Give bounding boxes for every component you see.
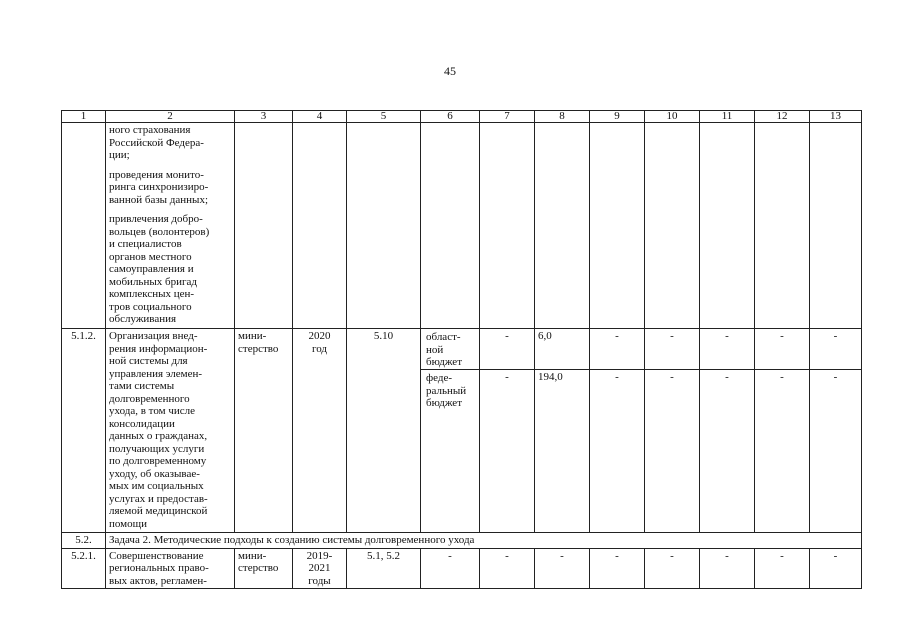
executor-text: мини- стерство xyxy=(238,549,279,574)
amount-cell: - xyxy=(590,548,645,589)
amount-cell: - xyxy=(590,329,645,370)
activity-paragraph: проведения монито- ринга синхронизиро- ванной базы данных; xyxy=(109,168,209,206)
table-cell xyxy=(62,123,106,329)
section-row-5-2 xyxy=(62,533,862,549)
amount-cell: - xyxy=(590,370,645,533)
amount-cell: - xyxy=(700,329,755,370)
column-number: 10 xyxy=(645,111,700,123)
activity-name xyxy=(106,329,235,533)
executor xyxy=(235,329,293,533)
activity-name-text: Организация внед- рения информацион- ной системы для управления элемен- тами системы долговременного ухода, в том числе консолидации данных о гражданах, получающих услуги по долговременному уходу, об оказывае- мых им социальных услугах и предостав- ляемой медицинской помощи xyxy=(109,330,208,530)
column-number-row xyxy=(62,111,862,123)
activity-name xyxy=(106,548,235,589)
amount-cell: - xyxy=(480,548,535,589)
table-cell xyxy=(755,123,810,329)
period-text: 2019- 2021 годы xyxy=(306,549,333,587)
funding-source xyxy=(421,329,480,370)
table-cell xyxy=(700,123,755,329)
executor xyxy=(235,548,293,589)
column-number: 1 xyxy=(62,111,106,123)
table-cell xyxy=(480,123,535,329)
activity-paragraph: ного страхования Российской Федера- ции; xyxy=(109,124,204,161)
amount-cell: - xyxy=(810,329,862,370)
funding-source-text: област- ной бюджет xyxy=(426,331,462,368)
column-number: 7 xyxy=(480,111,535,123)
column-number: 5 xyxy=(347,111,421,123)
amount-cell: - xyxy=(810,548,862,589)
table-cell xyxy=(235,123,293,329)
funding-source: - xyxy=(421,548,480,589)
executor-text: мини- стерство xyxy=(238,330,279,355)
activity-name-text: Совершенствование региональных право- вых актов, регламен- xyxy=(109,549,209,587)
table-row-5-2-1 xyxy=(62,548,862,589)
amount-cell: - xyxy=(755,370,810,533)
program-table xyxy=(61,110,862,589)
indicator: 5.10 xyxy=(347,329,421,533)
period-text: 2020 год xyxy=(308,330,331,355)
amount-cell: - xyxy=(480,370,535,533)
column-number: 11 xyxy=(700,111,755,123)
amount-cell: - xyxy=(645,548,700,589)
column-number: 4 xyxy=(293,111,347,123)
indicator: 5.1, 5.2 xyxy=(347,548,421,589)
table-cell xyxy=(810,123,862,329)
table-cell xyxy=(293,123,347,329)
period xyxy=(293,329,347,533)
table-cell xyxy=(590,123,645,329)
section-title: Задача 2. Методические подходы к созданию системы долговременного ухода xyxy=(106,533,862,549)
activity-paragraph: привлечения добро- вольцев (волонтеров) и специалистов органов местного самоуправления и мобильных бригад комплексных цен- тров социального обслуживания xyxy=(109,213,210,325)
page-number: 45 xyxy=(444,64,456,78)
amount-cell: - xyxy=(645,370,700,533)
amount-cell: - xyxy=(700,548,755,589)
section-number: 5.2. xyxy=(62,533,106,549)
column-number: 2 xyxy=(106,111,235,123)
table-row-continuation xyxy=(62,123,862,329)
amount-cell: 194,0 xyxy=(535,370,590,533)
amount-cell: - xyxy=(535,548,590,589)
row-number: 5.2.1. xyxy=(62,548,106,589)
table-cell xyxy=(535,123,590,329)
table-cell xyxy=(645,123,700,329)
amount-cell: 6,0 xyxy=(535,329,590,370)
column-number: 3 xyxy=(235,111,293,123)
amount-cell: - xyxy=(645,329,700,370)
amount-cell: - xyxy=(755,548,810,589)
funding-source-text: феде- ральный бюджет xyxy=(426,372,467,409)
period xyxy=(293,548,347,589)
amount-cell: - xyxy=(755,329,810,370)
table-cell xyxy=(421,123,480,329)
row-number: 5.1.2. xyxy=(62,329,106,533)
column-number: 13 xyxy=(810,111,862,123)
column-number: 6 xyxy=(421,111,480,123)
amount-cell: - xyxy=(480,329,535,370)
column-number: 9 xyxy=(590,111,645,123)
table-row-5-1-2 xyxy=(62,329,862,370)
amount-cell: - xyxy=(700,370,755,533)
table-cell xyxy=(347,123,421,329)
amount-cell: - xyxy=(810,370,862,533)
activity-description-cell xyxy=(106,123,235,329)
column-number: 12 xyxy=(755,111,810,123)
column-number: 8 xyxy=(535,111,590,123)
funding-source xyxy=(421,370,480,533)
